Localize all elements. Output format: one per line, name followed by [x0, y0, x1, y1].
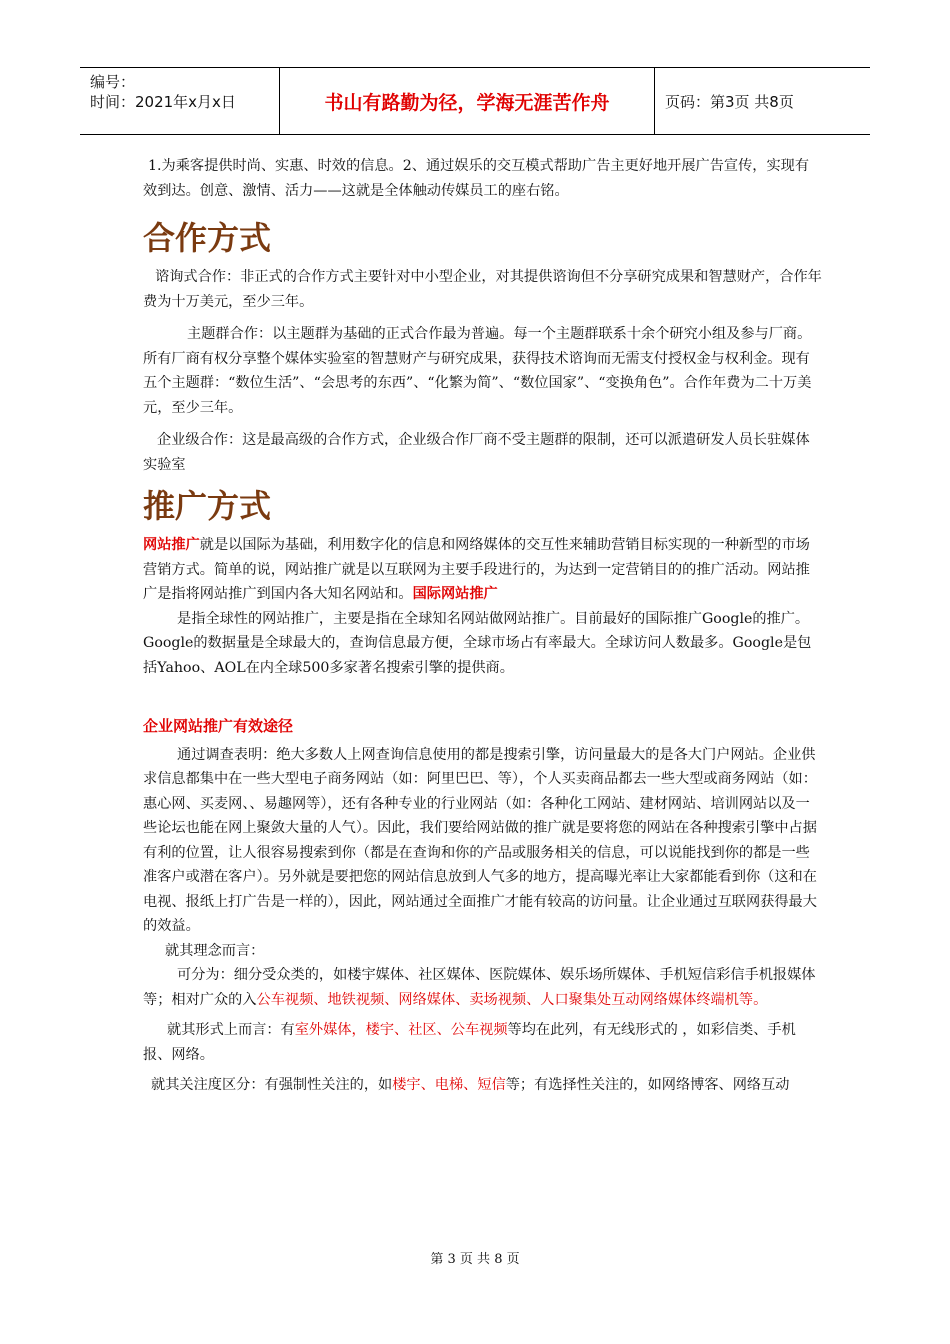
- section-title-promotion: 推广方式: [143, 487, 272, 525]
- header-meta: [80, 68, 280, 134]
- paragraph-enterprise: 企业级合作：这是最高级的合作方式，企业级合作厂商不受主题群的限制，还可以派遣研发人员长驻媒体实验室: [143, 432, 810, 473]
- website-promotion-text: 就是以国际为基础，利用数字化的信息和网络媒体的交互性来辅助营销目标实现的一种新型的市场营销方式。简单的说，网站推广就是以互联网为主要手段进行的，为达到一定营销目的的推广活动。网站推广是指将网站推广到国内各大知名网站和。: [143, 537, 810, 602]
- classification-highlight: 公车视频、地铁视频、网络媒体、卖场视频、人口聚集处互动网络媒体终端机等。: [256, 991, 768, 1008]
- section-title-effective-ways: 企业网站推广有效途径: [143, 717, 294, 735]
- classification-text: 可分为：细分受众类的，如楼宇媒体、社区媒体、医院媒体、娱乐场所媒体、手机短信彩信手机报媒体等；相对广众的入: [143, 967, 816, 1008]
- attention-highlight: 楼宇、电梯、短信: [392, 1077, 506, 1093]
- term-international-promotion: 国际网站推广: [412, 586, 498, 602]
- paragraph-form: 就其形式上而言：有室外媒体，楼宇、社区、公车视频等均在此列，有无线形式的 ，如彩信类、手机报、网络。: [143, 1022, 796, 1063]
- paragraph-consulting: 谘询式合作：非正式的合作方式主要针对中小型企业，对其提供谘询但不分享研究成果和智慧财产，合作年费为十万美元，至少三年。: [143, 269, 822, 310]
- paragraph-website-promotion: [143, 533, 823, 607]
- paragraph-theme-group: 主题群合作：以主题群为基础的正式合作最为普遍。每一个主题群联系十余个研究小组及参与厂商。所有厂商有权分享整个媒体实验室的智慧财产与研究成果，获得技术谘询而无需支付授权金与权利金。现有五个主题群：“数位生活”、“会思考的东西”、“化繁为简”、“数位国家”、“变换角色”。合作年费为二十万美元，至少三年。: [143, 326, 812, 416]
- paragraph-survey: 通过调查表明：绝大多数人上网查询信息使用的都是搜索引擎，访问量最大的是各大门户网站。企业供求信息都集中在一些大型电子商务网站（如：阿里巴巴、等），个人买卖商品都去一些大型或商务网站（如：惠心网、买麦网、、易趣网等），还有各种专业的行业网站（如：各种化工网站、建材网站、培训网站以及一些论坛也能在网上聚敛大量的人气）。因此，我们要给网站做的推广就是要将您的网站在各种搜索引擎中占据有利的位置，让人很容易搜索到你（都是在查询和你的产品或服务相关的信息，可以说能找到你的都是一些准客户或潜在客户）。另外就是要把您的网站信息放到人气多的地方，提高曝光率让大家都能看到你（这和在电视、报纸上打广告是一样的），因此，网站通过全面推广才能有较高的访问量。让企业通过互联网获得最大的效益。: [143, 746, 817, 934]
- header-motto: 书山有路勤为径，学海无涯苦作舟: [280, 68, 655, 134]
- page-footer: 第 3 页 共 8 页: [430, 1252, 520, 1267]
- section-title-cooperation: 合作方式: [143, 219, 272, 257]
- paragraph-international: 是指全球性的网站推广，主要是指在全球知名网站做网站推广。目前最好的国际推广Google的推广。Google的数据量是全球最大的，查询信息最方便，全球市场占有率最大。全球访问人数最多。Google是包括Yahoo、AOL在内全球500多家著名搜索引擎的提供商。: [143, 610, 812, 676]
- term-website-promotion: 网站推广: [143, 537, 200, 553]
- document-body: [143, 154, 823, 1098]
- number-label: 编号：: [90, 73, 136, 91]
- intro-paragraph: 1.为乘客提供时尚、实惠、时效的信息。2、通过娱乐的交互模式帮助广告主更好地开展广告宣传，实现有效到达。创意、激情、活力——这就是全体触动传媒员工的座右铭。: [143, 158, 810, 199]
- date-label: 时间：2021年x月x日: [90, 93, 236, 111]
- paragraph-attention: 就其关注度区分：有强制性关注的，如楼宇、电梯、短信等；有选择性关注的，如网络博客、网络互动: [151, 1077, 790, 1093]
- paragraph-classification: [143, 963, 823, 1012]
- paragraph-concept: 就其理念而言：: [165, 942, 265, 959]
- page-header: [80, 67, 870, 135]
- header-page-number: 页码：第3页 共8页: [665, 92, 794, 111]
- form-highlight: 室外媒体，楼宇、社区、公车视频: [294, 1022, 508, 1038]
